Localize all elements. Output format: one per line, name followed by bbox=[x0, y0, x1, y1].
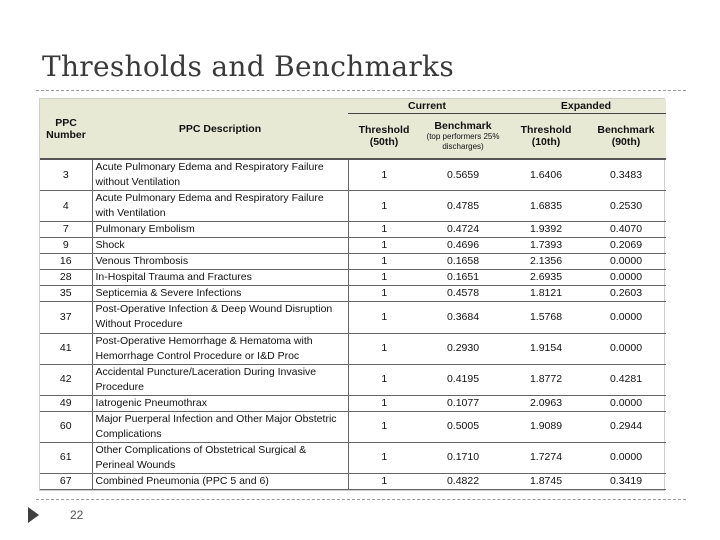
ppc-number-cell: 37 bbox=[40, 302, 92, 333]
current-benchmark-cell: 0.4696 bbox=[420, 238, 506, 254]
current-benchmark-cell: 0.1077 bbox=[420, 395, 506, 411]
expanded-benchmark-cell: 0.2603 bbox=[586, 286, 666, 302]
current-threshold-cell: 1 bbox=[348, 442, 420, 473]
current-threshold-cell: 1 bbox=[348, 473, 420, 489]
expanded-threshold-cell: 2.6935 bbox=[506, 270, 586, 286]
current-threshold-cell: 1 bbox=[348, 395, 420, 411]
current-benchmark-cell: 0.4578 bbox=[420, 286, 506, 302]
ppc-description-cell: Acute Pulmonary Edema and Respiratory Failure with Ventilation bbox=[92, 191, 348, 222]
table-row bbox=[40, 238, 666, 254]
current-threshold-cell: 1 bbox=[348, 159, 420, 191]
ppc-number-cell: 61 bbox=[40, 442, 92, 473]
expanded-benchmark-cell: 0.0000 bbox=[586, 302, 666, 333]
expanded-benchmark-cell: 0.0000 bbox=[586, 395, 666, 411]
footer-divider bbox=[36, 499, 686, 500]
ppc-description-cell: Acute Pulmonary Edema and Respiratory Failure without Ventilation bbox=[92, 159, 348, 191]
ppc-description-cell: Septicemia & Severe Infections bbox=[92, 286, 348, 302]
ppc-description-cell: Post-Operative Hemorrhage & Hematoma with Hemorrhage Control Procedure or I&D Proc bbox=[92, 333, 348, 364]
current-threshold-cell: 1 bbox=[348, 238, 420, 254]
expanded-threshold-cell: 1.8121 bbox=[506, 286, 586, 302]
ppc-number-cell: 28 bbox=[40, 270, 92, 286]
expanded-benchmark-cell: 0.2069 bbox=[586, 238, 666, 254]
ppc-number-cell: 35 bbox=[40, 286, 92, 302]
table-row bbox=[40, 222, 666, 238]
expanded-threshold-cell: 1.9089 bbox=[506, 411, 586, 442]
expanded-threshold-cell: 1.9392 bbox=[506, 222, 586, 238]
ppc-description-cell: Accidental Puncture/Laceration During Invasive Procedure bbox=[92, 364, 348, 395]
current-threshold-cell: 1 bbox=[348, 302, 420, 333]
ppc-description-cell: Major Puerperal Infection and Other Major Obstetric Complications bbox=[92, 411, 348, 442]
ppc-description-cell: Pulmonary Embolism bbox=[92, 222, 348, 238]
title-divider bbox=[36, 90, 686, 91]
table-row bbox=[40, 254, 666, 270]
ppc-number-cell: 9 bbox=[40, 238, 92, 254]
current-threshold-cell: 1 bbox=[348, 333, 420, 364]
ppc-number-cell: 60 bbox=[40, 411, 92, 442]
table-row bbox=[40, 364, 666, 395]
table-row bbox=[40, 411, 666, 442]
ppc-number-cell: 49 bbox=[40, 395, 92, 411]
table-row bbox=[40, 191, 666, 222]
col-header-expanded-threshold: Threshold (10th) bbox=[506, 114, 586, 160]
expanded-threshold-cell: 2.1356 bbox=[506, 254, 586, 270]
ppc-description-cell: Other Complications of Obstetrical Surgical & Perineal Wounds bbox=[92, 442, 348, 473]
slide-title: Thresholds and Benchmarks bbox=[42, 50, 454, 83]
expanded-benchmark-cell: 0.4070 bbox=[586, 222, 666, 238]
current-benchmark-cell: 0.5005 bbox=[420, 411, 506, 442]
expanded-benchmark-cell: 0.2944 bbox=[586, 411, 666, 442]
expanded-benchmark-cell: 0.3419 bbox=[586, 473, 666, 489]
ppc-number-cell: 42 bbox=[40, 364, 92, 395]
expanded-benchmark-cell: 0.2530 bbox=[586, 191, 666, 222]
group-header-current: Current bbox=[348, 99, 506, 114]
current-threshold-cell: 1 bbox=[348, 254, 420, 270]
ppc-description-cell: In-Hospital Trauma and Fractures bbox=[92, 270, 348, 286]
expanded-threshold-cell: 1.6406 bbox=[506, 159, 586, 191]
col-header-expanded-benchmark: Benchmark (90th) bbox=[586, 114, 666, 160]
expanded-benchmark-cell: 0.0000 bbox=[586, 333, 666, 364]
ppc-number-cell: 41 bbox=[40, 333, 92, 364]
expanded-benchmark-cell: 0.0000 bbox=[586, 442, 666, 473]
expanded-threshold-cell: 1.8772 bbox=[506, 364, 586, 395]
expanded-threshold-cell: 1.6835 bbox=[506, 191, 586, 222]
ppc-number-cell: 3 bbox=[40, 159, 92, 191]
col-header-ppc-number: PPC Number bbox=[40, 99, 92, 159]
ppc-description-cell: Iatrogenic Pneumothrax bbox=[92, 395, 348, 411]
expanded-benchmark-cell: 0.4281 bbox=[586, 364, 666, 395]
current-threshold-cell: 1 bbox=[348, 191, 420, 222]
current-benchmark-label: Benchmark bbox=[434, 120, 492, 132]
current-benchmark-cell: 0.4822 bbox=[420, 473, 506, 489]
table-row bbox=[40, 395, 666, 411]
table-row bbox=[40, 442, 666, 473]
expanded-threshold-cell: 1.8745 bbox=[506, 473, 586, 489]
current-threshold-cell: 1 bbox=[348, 270, 420, 286]
expanded-benchmark-cell: 0.0000 bbox=[586, 270, 666, 286]
table-row bbox=[40, 159, 666, 191]
table-row bbox=[40, 473, 666, 489]
current-benchmark-cell: 0.4724 bbox=[420, 222, 506, 238]
expanded-threshold-cell: 2.0963 bbox=[506, 395, 586, 411]
ppc-description-cell: Combined Pneumonia (PPC 5 and 6) bbox=[92, 473, 348, 489]
ppc-description-cell: Venous Thrombosis bbox=[92, 254, 348, 270]
current-benchmark-cell: 0.1651 bbox=[420, 270, 506, 286]
table-row bbox=[40, 270, 666, 286]
current-benchmark-cell: 0.1658 bbox=[420, 254, 506, 270]
current-benchmark-cell: 0.3684 bbox=[420, 302, 506, 333]
current-benchmark-cell: 0.4785 bbox=[420, 191, 506, 222]
current-threshold-cell: 1 bbox=[348, 222, 420, 238]
expanded-benchmark-cell: 0.3483 bbox=[586, 159, 666, 191]
expanded-threshold-cell: 1.5768 bbox=[506, 302, 586, 333]
current-benchmark-cell: 0.2930 bbox=[420, 333, 506, 364]
ppc-description-cell: Post-Operative Infection & Deep Wound Disruption Without Procedure bbox=[92, 302, 348, 333]
ppc-number-cell: 7 bbox=[40, 222, 92, 238]
current-benchmark-cell: 0.4195 bbox=[420, 364, 506, 395]
expanded-threshold-cell: 1.9154 bbox=[506, 333, 586, 364]
expanded-benchmark-cell: 0.0000 bbox=[586, 254, 666, 270]
current-threshold-cell: 1 bbox=[348, 286, 420, 302]
ppc-number-cell: 67 bbox=[40, 473, 92, 489]
page-number: 22 bbox=[70, 508, 84, 522]
ppc-number-cell: 16 bbox=[40, 254, 92, 270]
triangle-bullet-icon bbox=[28, 507, 39, 523]
ppc-number-cell: 4 bbox=[40, 191, 92, 222]
col-header-current-benchmark bbox=[420, 114, 506, 160]
expanded-threshold-cell: 1.7274 bbox=[506, 442, 586, 473]
table-row bbox=[40, 333, 666, 364]
table-row bbox=[40, 302, 666, 333]
current-benchmark-cell: 0.1710 bbox=[420, 442, 506, 473]
ppc-table-container bbox=[39, 98, 665, 491]
col-header-current-threshold: Threshold (50th) bbox=[348, 114, 420, 160]
expanded-threshold-cell: 1.7393 bbox=[506, 238, 586, 254]
col-header-ppc-description: PPC Description bbox=[92, 99, 348, 159]
ppc-thresholds-table bbox=[40, 99, 666, 490]
current-threshold-cell: 1 bbox=[348, 364, 420, 395]
table-row bbox=[40, 286, 666, 302]
current-benchmark-cell: 0.5659 bbox=[420, 159, 506, 191]
group-header-expanded: Expanded bbox=[506, 99, 666, 114]
ppc-description-cell: Shock bbox=[92, 238, 348, 254]
current-threshold-cell: 1 bbox=[348, 411, 420, 442]
current-benchmark-note: (top performers 25% discharges) bbox=[426, 132, 500, 151]
